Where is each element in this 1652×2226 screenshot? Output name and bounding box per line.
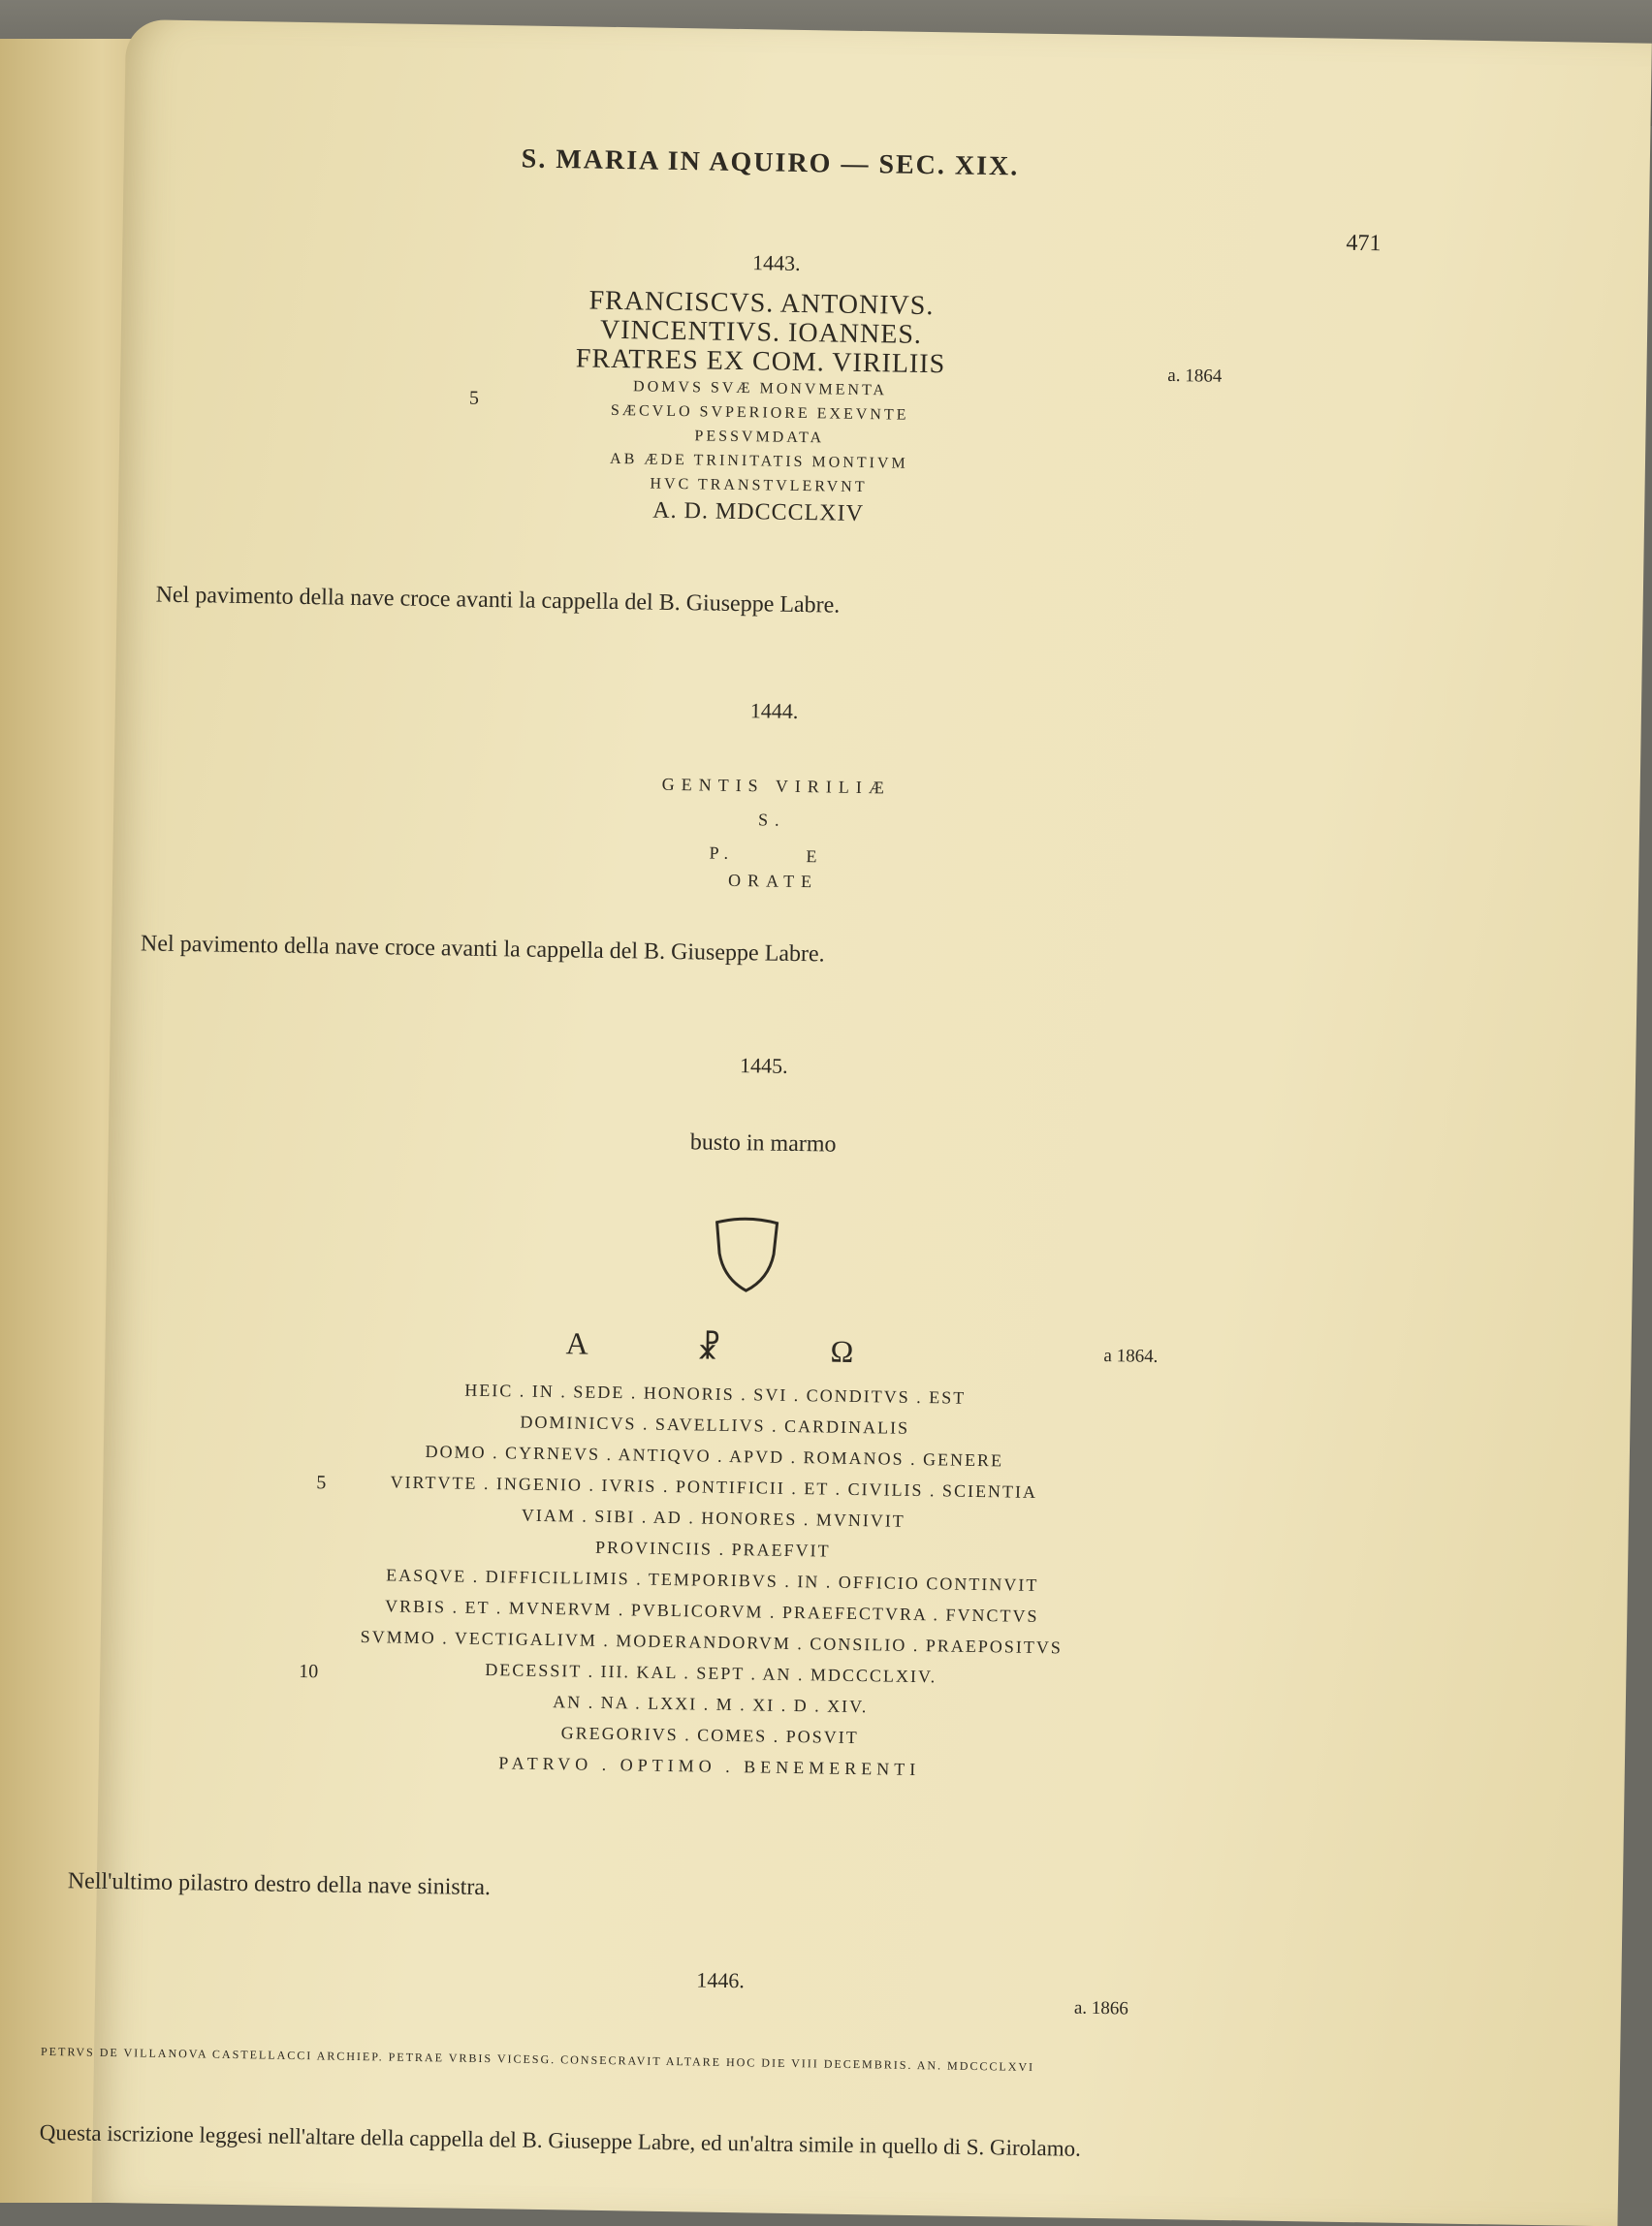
inscription-line: VIRTVTE . INGENIO . IVRIS . PONTIFICII . ET . CIVILIS . SCIENTIA: [390, 1472, 1038, 1502]
shield-icon: [712, 1217, 780, 1300]
inscription-line: GREGORIVS . COMES . POSVIT: [560, 1723, 859, 1748]
inscription-line: PATRVO . OPTIMO . BENEMERENTI: [498, 1753, 921, 1780]
chi-rho-symbol: ☧: [696, 1330, 721, 1366]
inscription-line: S.: [757, 810, 786, 830]
entry-1446-note: Questa iscrizione leggesi nell'altare della cappella del B. Giuseppe Labre, ed un'altra simile in quello di S. Girolamo.: [39, 2119, 1082, 2161]
inscription-line: EASQVE . DIFFICILLIMIS . TEMPORIBVS . IN . OFFICIO CONTINVIT: [386, 1565, 1039, 1595]
inscription-line: SÆCVLO SVPERIORE EXEVNTE: [610, 401, 909, 424]
inscription-line: HEIC . IN . SEDE . HONORIS . SVI . CONDITVS . EST: [464, 1380, 967, 1408]
entry-1446-year: a. 1866: [1073, 1997, 1128, 2019]
entry-1443-year: a. 1864: [1167, 365, 1223, 387]
inscription-line: E: [806, 846, 824, 867]
entry-1445-note: Nell'ultimo pilastro destro della nave sinistra.: [67, 1868, 492, 1901]
inscription-line: PROVINCIIS . PRAEFVIT: [594, 1537, 831, 1561]
page-title: S. MARIA IN AQUIRO — SEC. XIX.: [521, 143, 1020, 182]
page-number: 471: [1346, 230, 1382, 257]
inscription-line: AN . NA . LXXI . M . XI . D . XIV.: [553, 1692, 869, 1717]
inscription-1445: [273, 1372, 1152, 1789]
inscription-line: DOMINICVS . SAVELLIVS . CARDINALIS: [520, 1412, 910, 1438]
line-marker: 5: [468, 387, 480, 409]
book-page: [39, 19, 1652, 2226]
inscription-line: DOMO . CYRNEVS . ANTIQVO . APVD . ROMANOS . GENERE: [425, 1442, 1004, 1471]
entry-1444-note: Nel pavimento della nave croce avanti la cappella del B. Giuseppe Labre.: [140, 931, 825, 968]
line-marker: 5: [316, 1472, 327, 1494]
inscription-1443: [555, 286, 966, 530]
inscription-line: PESSVMDATA: [694, 428, 825, 447]
inscription-line: GENTIS VIRILIÆ: [661, 774, 891, 798]
inscription-line: DOMVS SVÆ MONVMENTA: [632, 378, 888, 399]
inscription-line: PETRVS DE VILLANOVA CASTELLACCI ARCHIEP. PETRAE VRBIS VICESG. CONSECRAVIT ALTARE HOC DIE VIII DECEMBRIS. AN. MDCCCLXVI: [40, 2044, 1035, 2074]
inscription-line: AB ÆDE TRINITATIS MONTIVM: [609, 450, 908, 472]
inscription-line: VINCENTIVS. IOANNES.: [599, 314, 923, 350]
entry-1443-note: Nel pavimento della nave croce avanti la cappella del B. Giuseppe Labre.: [155, 582, 841, 619]
inscription-line: VIAM . SIBI . AD . HONORES . MVNIVIT: [521, 1505, 905, 1531]
entry-number-1446: 1446.: [696, 1967, 746, 1993]
entry-number-1443: 1443.: [751, 250, 801, 275]
inscription-line: VRBIS . ET . MVNERVM . PVBLICORVM . PRAEFECTVRA . FVNCTVS: [384, 1596, 1039, 1626]
inscription-line: DECESSIT . III. KAL . SEPT . AN . MDCCCLXIV.: [485, 1660, 937, 1687]
line-marker: 10: [299, 1661, 319, 1683]
inscription-line: A. D. MDCCCLXIV: [652, 497, 865, 527]
entry-number-1445: 1445.: [739, 1053, 788, 1078]
inscription-line: SVMMO . VECTIGALIVM . MODERANDORVM . CONSILIO . PRAEPOSITVS: [360, 1627, 1064, 1658]
entry-1445-caption: busto in marmo: [689, 1129, 837, 1158]
inscription-line: HVC TRANSTVLERVNT: [650, 475, 868, 496]
inscription-line: ORATE: [727, 870, 819, 892]
entry-number-1444: 1444.: [749, 698, 799, 723]
omega-symbol: Ω: [830, 1333, 854, 1369]
inscription-line: P.: [709, 843, 736, 863]
entry-1445-year: a 1864.: [1103, 1346, 1159, 1367]
alpha-symbol: A: [565, 1325, 589, 1361]
inscription-line: FRATRES EX COM. VIRILIIS: [575, 343, 946, 380]
inscription-line: FRANCISCVS. ANTONIVS.: [588, 285, 935, 322]
